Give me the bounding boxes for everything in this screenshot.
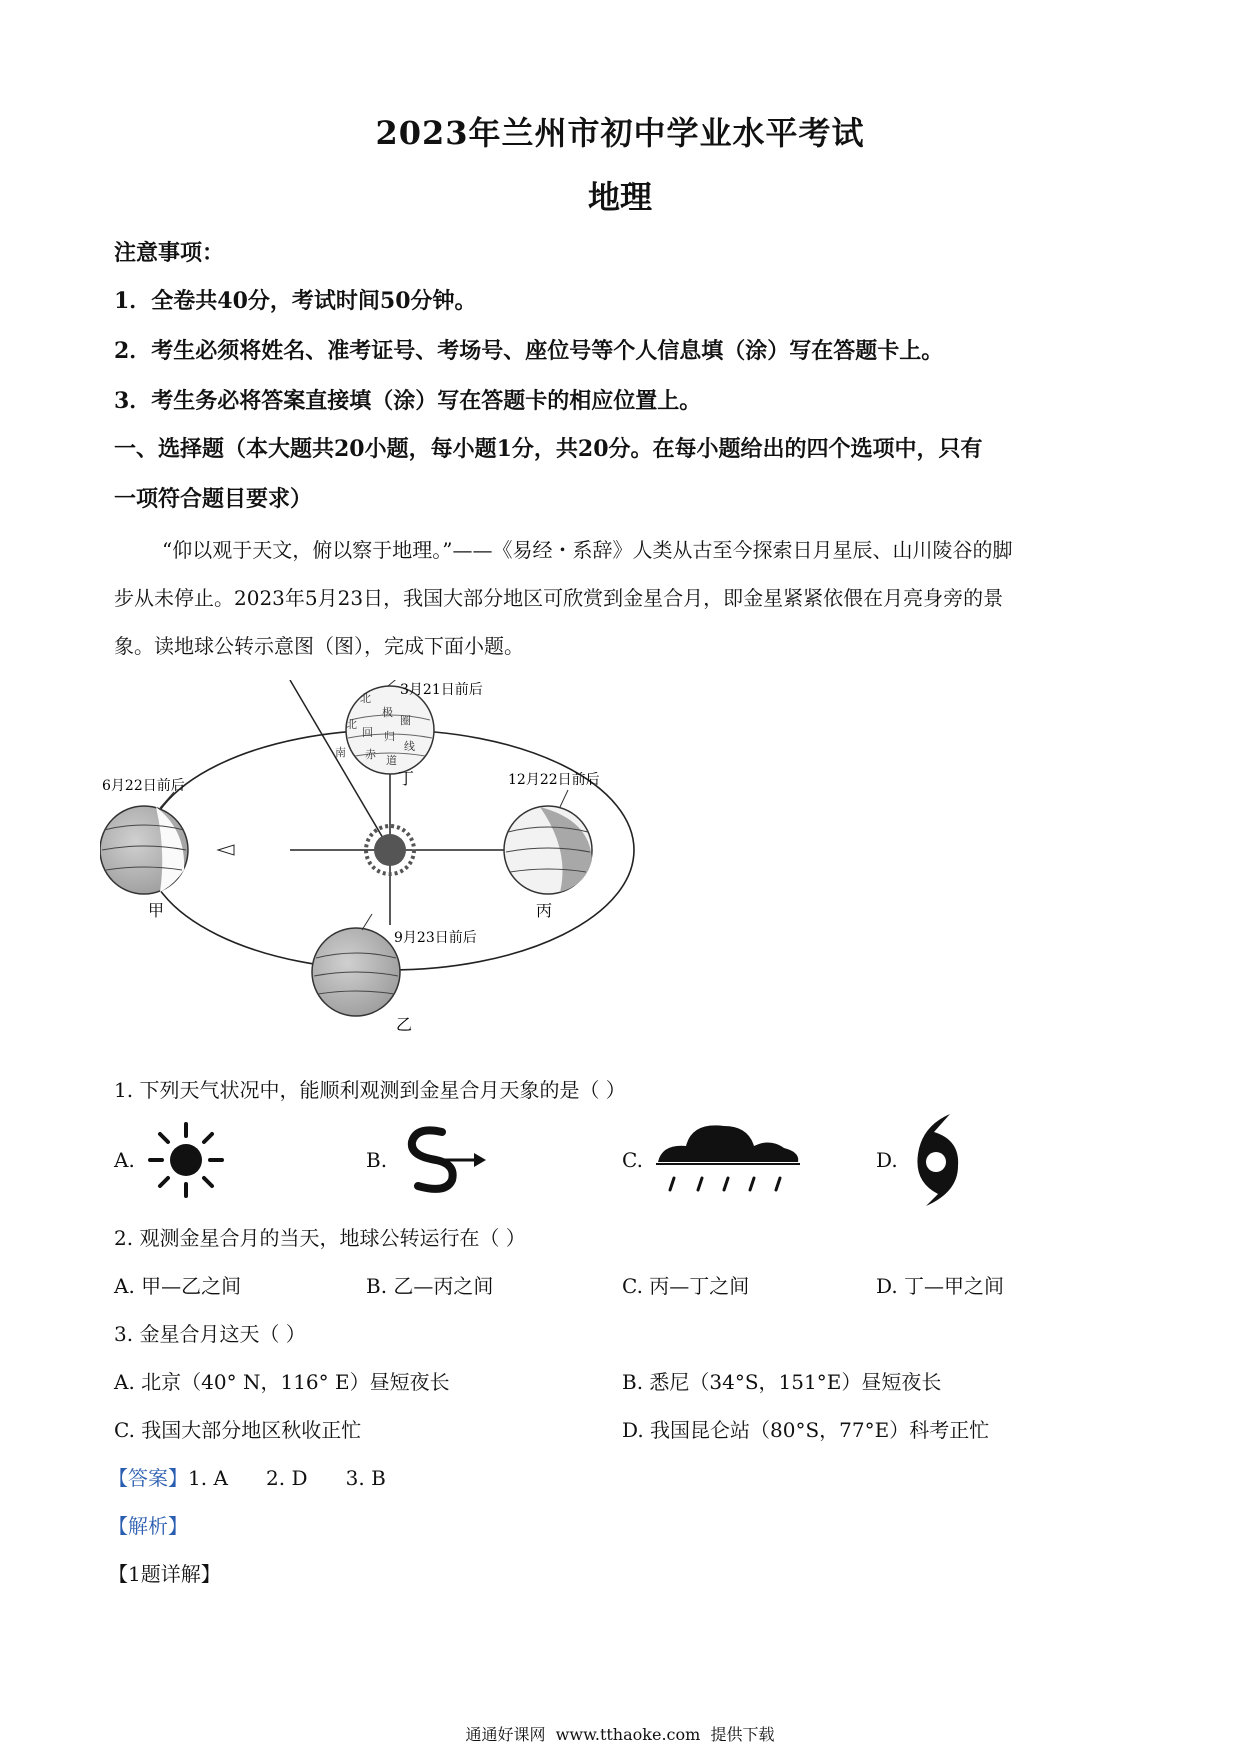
label-mar: 3月21日前后 xyxy=(400,682,483,698)
svg-text:回: 回 xyxy=(362,726,373,739)
notice-item-3: 3．考生务必将答案直接填（涂）写在答题卡的相应位置上。 xyxy=(114,388,702,414)
label-jun: 6月22日前后 xyxy=(102,778,185,794)
label-dec: 12月22日前后 xyxy=(508,772,600,788)
subject-title: 地理 xyxy=(587,178,652,216)
q2-option-c: C. 丙—丁之间 xyxy=(622,1274,750,1298)
q3-option-a: A. 北京（40° N，116° E）昼短夜长 xyxy=(114,1370,450,1394)
q2-option-a: A. 甲—乙之间 xyxy=(114,1274,242,1298)
label-ding: 丁 xyxy=(398,769,415,788)
svg-text:赤: 赤 xyxy=(365,748,376,761)
svg-text:北: 北 xyxy=(346,718,357,731)
svg-text:南: 南 xyxy=(335,746,346,759)
page-footer: 通通好课网 www.tthaoke.com 提供下载 xyxy=(465,1725,775,1744)
label-bing: 丙 xyxy=(536,901,553,920)
sand-storm-icon xyxy=(396,1120,492,1200)
label-jia: 甲 xyxy=(148,901,165,920)
globe-yi xyxy=(312,914,400,1016)
q3-option-c: C. 我国大部分地区秋收正忙 xyxy=(114,1418,362,1442)
q3-option-b: B. 悉尼（34°S，151°E）昼短夜长 xyxy=(622,1370,942,1394)
q2-option-d: D. 丁—甲之间 xyxy=(876,1274,1005,1298)
detail-label: 【1题详解】 xyxy=(108,1562,221,1586)
label-yi: 乙 xyxy=(396,1015,413,1034)
label-sep: 9月23日前后 xyxy=(394,930,477,946)
notice-heading: 注意事项： xyxy=(114,240,225,266)
globe-jia xyxy=(100,792,188,894)
svg-text:归: 归 xyxy=(384,730,395,743)
svg-text:线: 线 xyxy=(404,740,415,753)
q1-stem: 1. 下列天气状况中，能顺利观测到金星合月天象的是（ ） xyxy=(114,1078,626,1102)
svg-text:北: 北 xyxy=(360,692,371,705)
svg-text:圈: 圈 xyxy=(400,714,411,727)
rain-cloud-icon xyxy=(652,1114,802,1198)
notice-item-2: 2．考生必须将姓名、准考证号、考场号、座位号等个人信息填（涂）写在答题卡上。 xyxy=(114,338,944,364)
q2-stem: 2. 观测金星合月的当天，地球公转运行在（ ） xyxy=(114,1226,526,1250)
passage-line-1: “仰以观于天文，俯以察于地理。”——《易经・系辞》人类从古至今探索日月星辰、山川陵谷的脚 xyxy=(162,538,1013,562)
exam-title: 2023年兰州市初中学业水平考试 xyxy=(375,114,865,152)
q3-option-d: D. 我国昆仑站（80°S，77°E）科考正忙 xyxy=(622,1418,990,1442)
section-heading-line2: 一项符合题目要求） xyxy=(114,486,313,512)
answer-values: 1. A 2. D 3. B xyxy=(188,1466,386,1490)
answer-label: 【答案】 xyxy=(108,1466,188,1490)
analysis-label: 【解析】 xyxy=(108,1514,188,1538)
typhoon-icon xyxy=(904,1110,964,1210)
sun-icon xyxy=(146,1120,226,1200)
notice-item-1: 1．全卷共40分，考试时间50分钟。 xyxy=(114,288,477,314)
section-heading-line1: 一、选择题（本大题共20小题，每小题1分，共20分。在每小题给出的四个选项中，只有 xyxy=(114,436,983,462)
q1-option-a-label: A. xyxy=(114,1148,135,1172)
passage-line-2: 步从未停止。2023年5月23日，我国大部分地区可欣赏到金星合月，即金星紧紧依偎在月亮身旁的景 xyxy=(114,586,1004,610)
q1-option-b-label: B. xyxy=(366,1148,388,1172)
q2-option-b: B. 乙—丙之间 xyxy=(366,1274,494,1298)
q1-option-d-label: D. xyxy=(876,1148,898,1172)
earth-revolution-diagram xyxy=(100,680,720,1040)
globe-bing xyxy=(504,790,592,894)
svg-text:极: 极 xyxy=(382,706,393,719)
answer-line xyxy=(108,1462,386,1491)
passage-line-3: 象。读地球公转示意图（图），完成下面小题。 xyxy=(114,634,524,658)
svg-text:道: 道 xyxy=(386,754,397,767)
q3-stem: 3. 金星合月这天（ ） xyxy=(114,1322,306,1346)
q1-option-c-label: C. xyxy=(622,1148,643,1172)
